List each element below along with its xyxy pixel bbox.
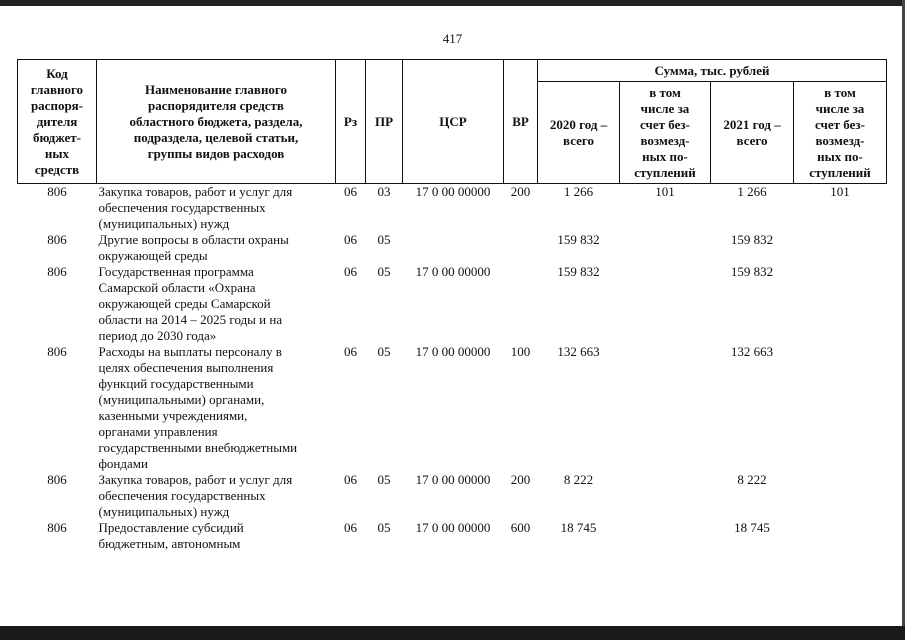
cell-csr: 17 0 00 00000	[415, 344, 491, 359]
cell-name: Расходы на выплаты персоналу в целях обеспечения выполнения функций государственными (муниципальными) органами, казенными учреждениями, органами управления государственными внебюджетными фондами	[98, 344, 298, 471]
cell-name: Закупка товаров, работ и услуг для обеспечения государственных (муниципальных) нужд	[98, 184, 293, 231]
scan-top-edge	[0, 0, 905, 6]
cell-rz: 06	[344, 344, 357, 359]
cell-code: 806	[47, 472, 67, 487]
cell-2020-total: 159 832	[557, 264, 600, 279]
cell-name: Другие вопросы в области охраны окружающей среды	[98, 232, 289, 263]
cell-2021-total: 8 222	[737, 472, 767, 487]
page-number: 417	[442, 31, 463, 46]
cell-pr: 05	[377, 344, 391, 359]
table-row	[18, 472, 887, 520]
cell-2021-gratuitous	[794, 232, 887, 264]
cell-rz: 06	[344, 264, 357, 279]
cell-2020-total: 159 832	[557, 232, 600, 247]
cell-2020-total: 1 266	[563, 184, 594, 199]
cell-vr: 200	[510, 184, 531, 199]
cell-vr: 600	[510, 520, 531, 535]
cell-csr: 17 0 00 00000	[415, 184, 491, 199]
cell-code: 806	[47, 520, 67, 535]
cell-2021-total: 18 745	[734, 520, 770, 535]
cell-2021-gratuitous	[794, 344, 887, 472]
cell-csr: 17 0 00 00000	[415, 472, 491, 487]
cell-2021-gratuitous	[794, 264, 887, 344]
cell-code: 806	[47, 232, 67, 247]
cell-csr	[403, 232, 504, 264]
cell-code: 806	[47, 344, 67, 359]
cell-name: Предоставление субсидий бюджетным, автономным	[98, 520, 244, 551]
cell-csr: 17 0 00 00000	[415, 264, 491, 279]
cell-2021-total: 132 663	[730, 344, 774, 359]
cell-2020-gratuitous	[620, 472, 711, 520]
header-code: Код главного распоря- дителя бюджет- ных средств	[18, 60, 97, 184]
cell-vr	[504, 264, 538, 344]
cell-vr	[504, 232, 538, 264]
table-row	[18, 184, 887, 233]
cell-2020-total: 8 222	[563, 472, 594, 487]
table-row	[18, 344, 887, 472]
header-2020-gratuitous: в том числе за счет без- возмезд- ных по- ступлений	[620, 82, 711, 184]
cell-rz: 06	[344, 472, 357, 487]
cell-2021-total: 1 266	[737, 184, 767, 199]
cell-rz: 06	[344, 520, 357, 535]
table-body	[18, 184, 887, 553]
cell-2021-gratuitous	[794, 520, 887, 552]
budget-table	[17, 59, 887, 552]
cell-2021-total: 159 832	[730, 232, 774, 247]
header-name: Наименование главного распорядителя средств областного бюджета, раздела, подраздела, целевой статьи, группы видов расходов	[97, 60, 336, 184]
cell-2020-gratuitous	[620, 264, 711, 344]
cell-code: 806	[47, 264, 67, 279]
cell-name: Закупка товаров, работ и услуг для обеспечения государственных (муниципальных) нужд	[98, 472, 293, 519]
cell-rz: 06	[344, 184, 357, 199]
cell-vr: 200	[510, 472, 531, 487]
cell-2021-total: 159 832	[730, 264, 774, 279]
cell-2020-gratuitous	[620, 344, 711, 472]
header-pr: ПР	[366, 60, 403, 184]
cell-pr: 05	[377, 264, 391, 279]
cell-2020-total: 132 663	[557, 344, 600, 359]
cell-name: Государственная программа Самарской области «Охрана окружающей среды Самарской области на 2014 – 2025 годы и на период до 2030 года»	[98, 264, 283, 343]
header-sum: Сумма, тыс. рублей	[538, 60, 887, 82]
cell-pr: 03	[377, 184, 391, 199]
cell-pr: 05	[377, 472, 391, 487]
table-row	[18, 232, 887, 264]
header-csr: ЦСР	[403, 60, 504, 184]
cell-csr: 17 0 00 00000	[415, 520, 491, 535]
table-row	[18, 520, 887, 552]
cell-2020-total: 18 745	[560, 520, 597, 535]
cell-2020-gratuitous	[620, 520, 711, 552]
header-vr: ВР	[504, 60, 538, 184]
cell-2021-gratuitous	[794, 472, 887, 520]
cell-pr: 05	[377, 520, 391, 535]
cell-2020-gratuitous: 101	[655, 184, 675, 199]
cell-vr: 100	[510, 344, 531, 359]
table-row	[18, 264, 887, 344]
cell-rz: 06	[344, 232, 357, 247]
cell-2021-gratuitous: 101	[830, 184, 850, 199]
table-header	[18, 60, 887, 184]
cell-pr: 05	[377, 232, 391, 247]
cell-2020-gratuitous	[620, 232, 711, 264]
header-rz: Рз	[336, 60, 366, 184]
scan-bottom-edge	[0, 626, 905, 640]
cell-code: 806	[47, 184, 67, 199]
header-2020-total: 2020 год – всего	[538, 82, 620, 184]
header-2021-gratuitous: в том числе за счет без- возмезд- ных по- ступлений	[794, 82, 887, 184]
header-2021-total: 2021 год – всего	[711, 82, 794, 184]
